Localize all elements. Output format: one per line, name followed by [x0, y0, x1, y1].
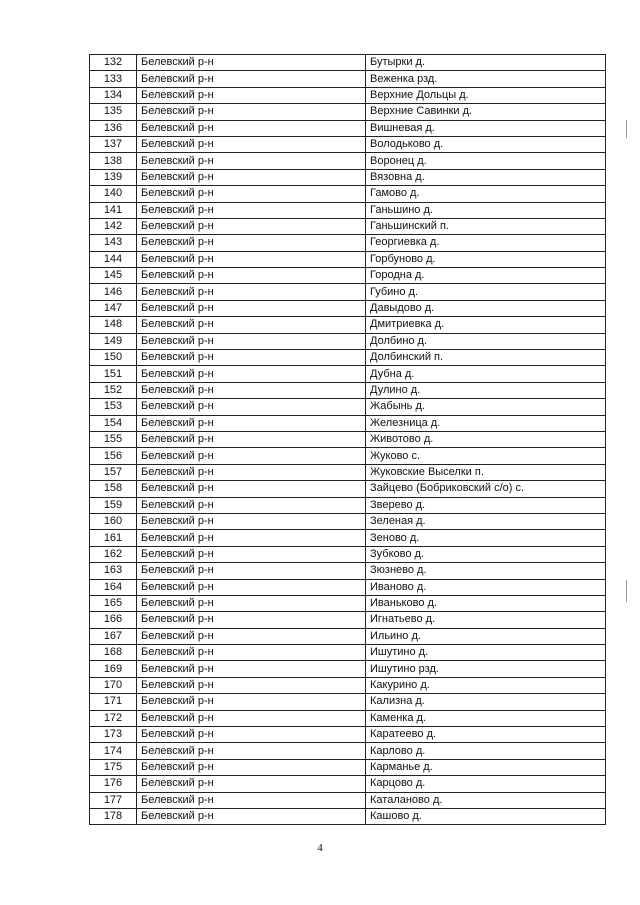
table-row	[90, 448, 606, 464]
row-number-cell: 168	[90, 645, 137, 661]
row-number-cell: 134	[90, 87, 137, 103]
row-number-cell: 137	[90, 136, 137, 152]
district-cell: Белевский р-н	[137, 563, 366, 579]
table-row	[90, 628, 606, 644]
settlement-cell: Вишневая д.	[366, 120, 606, 136]
district-cell: Белевский р-н	[137, 186, 366, 202]
settlement-cell: Каталаново д.	[366, 792, 606, 808]
table-row	[90, 55, 606, 71]
district-cell: Белевский р-н	[137, 694, 366, 710]
settlement-cell: Бутырки д.	[366, 55, 606, 71]
settlement-cell: Долбинский п.	[366, 350, 606, 366]
row-number-cell: 157	[90, 464, 137, 480]
row-number-cell: 133	[90, 71, 137, 87]
settlement-cell: Какурино д.	[366, 677, 606, 693]
settlement-cell: Иваново д.	[366, 579, 606, 595]
table-row	[90, 153, 606, 169]
table-row	[90, 776, 606, 792]
row-number-cell: 166	[90, 612, 137, 628]
settlement-cell: Карцово д.	[366, 776, 606, 792]
district-cell: Белевский р-н	[137, 366, 366, 382]
row-number-cell: 136	[90, 120, 137, 136]
row-number-cell: 156	[90, 448, 137, 464]
settlement-cell: Зеленая д.	[366, 513, 606, 529]
table-row	[90, 333, 606, 349]
table-row	[90, 579, 606, 595]
table-row	[90, 481, 606, 497]
row-number-cell: 148	[90, 317, 137, 333]
district-cell: Белевский р-н	[137, 333, 366, 349]
district-cell: Белевский р-н	[137, 808, 366, 824]
row-number-cell: 171	[90, 694, 137, 710]
row-number-cell: 162	[90, 546, 137, 562]
settlement-cell: Железница д.	[366, 415, 606, 431]
district-cell: Белевский р-н	[137, 628, 366, 644]
settlement-cell: Карлово д.	[366, 743, 606, 759]
row-number-cell: 173	[90, 727, 137, 743]
row-number-cell: 144	[90, 251, 137, 267]
row-number-cell: 132	[90, 55, 137, 71]
district-cell: Белевский р-н	[137, 661, 366, 677]
scan-edge-mark	[626, 580, 627, 602]
row-number-cell: 178	[90, 808, 137, 824]
table-row	[90, 661, 606, 677]
table-row	[90, 202, 606, 218]
table-row	[90, 71, 606, 87]
row-number-cell: 146	[90, 284, 137, 300]
table-row	[90, 104, 606, 120]
row-number-cell: 138	[90, 153, 137, 169]
district-cell: Белевский р-н	[137, 120, 366, 136]
row-number-cell: 160	[90, 513, 137, 529]
settlement-cell: Веженка рзд.	[366, 71, 606, 87]
row-number-cell: 177	[90, 792, 137, 808]
row-number-cell: 159	[90, 497, 137, 513]
district-cell: Белевский р-н	[137, 136, 366, 152]
district-cell: Белевский р-н	[137, 382, 366, 398]
table-row	[90, 382, 606, 398]
settlement-cell: Зеново д.	[366, 530, 606, 546]
table-row	[90, 268, 606, 284]
district-cell: Белевский р-н	[137, 710, 366, 726]
district-cell: Белевский р-н	[137, 284, 366, 300]
table-row	[90, 350, 606, 366]
table-row	[90, 694, 606, 710]
settlement-cell: Зайцево (Бобриковский с/о) с.	[366, 481, 606, 497]
row-number-cell: 155	[90, 431, 137, 447]
row-number-cell: 135	[90, 104, 137, 120]
table-row	[90, 399, 606, 415]
district-cell: Белевский р-н	[137, 677, 366, 693]
settlement-cell: Дубна д.	[366, 366, 606, 382]
settlement-cell: Игнатьево д.	[366, 612, 606, 628]
district-cell: Белевский р-н	[137, 792, 366, 808]
settlement-cell: Ганьшинский п.	[366, 218, 606, 234]
row-number-cell: 141	[90, 202, 137, 218]
table-row	[90, 563, 606, 579]
settlement-cell: Каратеево д.	[366, 727, 606, 743]
row-number-cell: 154	[90, 415, 137, 431]
district-cell: Белевский р-н	[137, 71, 366, 87]
row-number-cell: 165	[90, 595, 137, 611]
table-row	[90, 186, 606, 202]
district-cell: Белевский р-н	[137, 55, 366, 71]
settlement-cell: Вязовна д.	[366, 169, 606, 185]
district-cell: Белевский р-н	[137, 759, 366, 775]
row-number-cell: 161	[90, 530, 137, 546]
district-cell: Белевский р-н	[137, 497, 366, 513]
settlement-cell: Зюзнево д.	[366, 563, 606, 579]
row-number-cell: 163	[90, 563, 137, 579]
scan-edge-mark	[626, 120, 627, 138]
table-row	[90, 595, 606, 611]
district-cell: Белевский р-н	[137, 513, 366, 529]
district-cell: Белевский р-н	[137, 251, 366, 267]
table-row	[90, 727, 606, 743]
district-cell: Белевский р-н	[137, 448, 366, 464]
row-number-cell: 158	[90, 481, 137, 497]
settlement-cell: Верхние Савинки д.	[366, 104, 606, 120]
district-cell: Белевский р-н	[137, 464, 366, 480]
table-row	[90, 284, 606, 300]
settlement-cell: Дмитриевка д.	[366, 317, 606, 333]
district-cell: Белевский р-н	[137, 202, 366, 218]
table-row	[90, 759, 606, 775]
district-cell: Белевский р-н	[137, 235, 366, 251]
district-cell: Белевский р-н	[137, 546, 366, 562]
settlement-cell: Гамово д.	[366, 186, 606, 202]
district-cell: Белевский р-н	[137, 481, 366, 497]
row-number-cell: 150	[90, 350, 137, 366]
settlement-cell: Жуково с.	[366, 448, 606, 464]
table-row	[90, 136, 606, 152]
table-row	[90, 612, 606, 628]
table-row	[90, 710, 606, 726]
table-row	[90, 808, 606, 824]
table-row	[90, 431, 606, 447]
settlements-table-body	[90, 55, 606, 825]
row-number-cell: 139	[90, 169, 137, 185]
settlement-cell: Ишутино д.	[366, 645, 606, 661]
district-cell: Белевский р-н	[137, 530, 366, 546]
district-cell: Белевский р-н	[137, 645, 366, 661]
district-cell: Белевский р-н	[137, 218, 366, 234]
district-cell: Белевский р-н	[137, 776, 366, 792]
row-number-cell: 164	[90, 579, 137, 595]
row-number-cell: 140	[90, 186, 137, 202]
district-cell: Белевский р-н	[137, 169, 366, 185]
row-number-cell: 142	[90, 218, 137, 234]
row-number-cell: 176	[90, 776, 137, 792]
table-row	[90, 415, 606, 431]
table-row	[90, 497, 606, 513]
table-row	[90, 677, 606, 693]
settlement-cell: Кализна д.	[366, 694, 606, 710]
settlement-cell: Жуковские Выселки п.	[366, 464, 606, 480]
district-cell: Белевский р-н	[137, 399, 366, 415]
row-number-cell: 167	[90, 628, 137, 644]
row-number-cell: 145	[90, 268, 137, 284]
district-cell: Белевский р-н	[137, 743, 366, 759]
table-row	[90, 169, 606, 185]
district-cell: Белевский р-н	[137, 300, 366, 316]
table-row	[90, 218, 606, 234]
page-number: 4	[317, 842, 323, 854]
row-number-cell: 153	[90, 399, 137, 415]
settlement-cell: Карманье д.	[366, 759, 606, 775]
table-row	[90, 300, 606, 316]
table-row	[90, 317, 606, 333]
district-cell: Белевский р-н	[137, 317, 366, 333]
district-cell: Белевский р-н	[137, 350, 366, 366]
settlement-cell: Воронец д.	[366, 153, 606, 169]
district-cell: Белевский р-н	[137, 268, 366, 284]
settlement-cell: Губино д.	[366, 284, 606, 300]
settlement-cell: Ишутино рзд.	[366, 661, 606, 677]
table-row	[90, 251, 606, 267]
district-cell: Белевский р-н	[137, 87, 366, 103]
district-cell: Белевский р-н	[137, 727, 366, 743]
row-number-cell: 149	[90, 333, 137, 349]
settlement-cell: Верхние Дольцы д.	[366, 87, 606, 103]
settlement-cell: Городна д.	[366, 268, 606, 284]
district-cell: Белевский р-н	[137, 153, 366, 169]
settlement-cell: Дулино д.	[366, 382, 606, 398]
table-row	[90, 530, 606, 546]
row-number-cell: 174	[90, 743, 137, 759]
table-row	[90, 120, 606, 136]
row-number-cell: 169	[90, 661, 137, 677]
table-row	[90, 513, 606, 529]
table-row	[90, 792, 606, 808]
table-row	[90, 235, 606, 251]
settlement-cell: Зверево д.	[366, 497, 606, 513]
settlement-cell: Зубково д.	[366, 546, 606, 562]
table-row	[90, 464, 606, 480]
settlement-cell: Долбино д.	[366, 333, 606, 349]
table-row	[90, 87, 606, 103]
settlement-cell: Ильино д.	[366, 628, 606, 644]
district-cell: Белевский р-н	[137, 595, 366, 611]
district-cell: Белевский р-н	[137, 431, 366, 447]
row-number-cell: 152	[90, 382, 137, 398]
row-number-cell: 175	[90, 759, 137, 775]
settlement-cell: Давыдово д.	[366, 300, 606, 316]
settlement-cell: Володьково д.	[366, 136, 606, 152]
settlement-cell: Каменка д.	[366, 710, 606, 726]
district-cell: Белевский р-н	[137, 579, 366, 595]
settlements-table	[89, 54, 606, 825]
table-row	[90, 546, 606, 562]
settlement-cell: Жабынь д.	[366, 399, 606, 415]
settlement-cell: Животово д.	[366, 431, 606, 447]
row-number-cell: 172	[90, 710, 137, 726]
table-row	[90, 366, 606, 382]
row-number-cell: 143	[90, 235, 137, 251]
settlement-cell: Кашово д.	[366, 808, 606, 824]
settlement-cell: Горбуново д.	[366, 251, 606, 267]
row-number-cell: 170	[90, 677, 137, 693]
settlement-cell: Иваньково д.	[366, 595, 606, 611]
row-number-cell: 151	[90, 366, 137, 382]
table-row	[90, 743, 606, 759]
district-cell: Белевский р-н	[137, 612, 366, 628]
settlement-cell: Георгиевка д.	[366, 235, 606, 251]
district-cell: Белевский р-н	[137, 415, 366, 431]
settlement-cell: Ганьшино д.	[366, 202, 606, 218]
row-number-cell: 147	[90, 300, 137, 316]
table-row	[90, 645, 606, 661]
district-cell: Белевский р-н	[137, 104, 366, 120]
